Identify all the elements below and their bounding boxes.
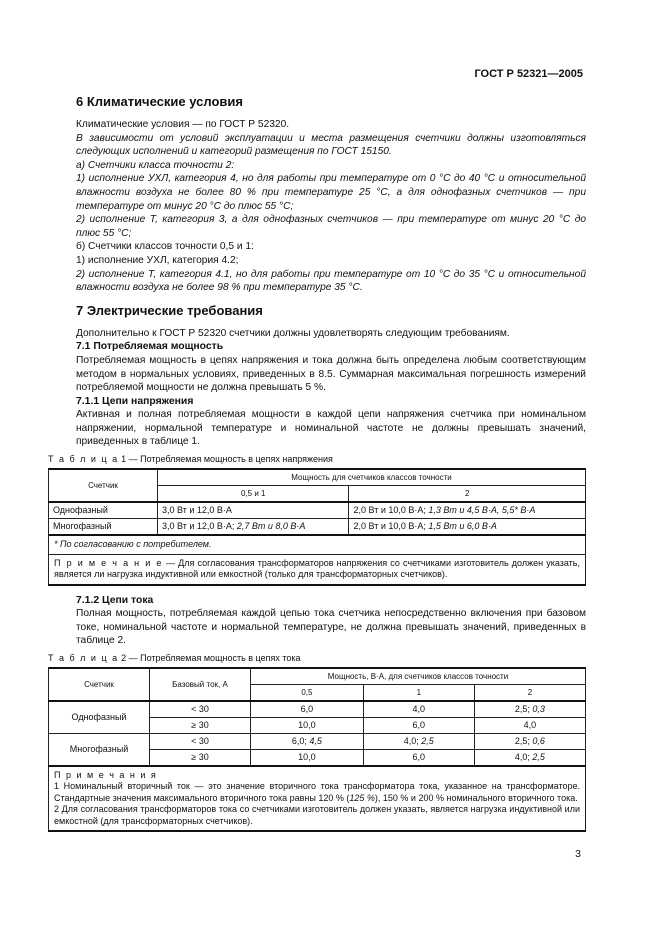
table-1-caption-prefix: Т а б л и ц а xyxy=(48,454,119,465)
table-2-notes-label: П р и м е ч а н и я xyxy=(54,769,158,780)
table-2-row-2-class-1 xyxy=(251,717,364,733)
table-2-header-class-3: 2 xyxy=(474,684,585,701)
table-2-row-4-class-2 xyxy=(363,749,474,766)
cell-value-alt: 0,6 xyxy=(532,735,545,746)
s7-1-1-paragraph: Активная и полная потребляемая мощности в каждой цепи напряжения счетчика при номинальном напряжении, нормальной температуре и номинальной частоте не должны превышать значений, приведенных в таблице 1. xyxy=(76,409,586,448)
cell-value: 6,0 xyxy=(300,703,314,714)
table-1-row-1-class-2-main: 2,0 Вт и 10,0 В·А; xyxy=(353,505,429,516)
table-1-header-meter: Счетчик xyxy=(49,469,158,502)
table-2-row-3-class-3 xyxy=(474,733,585,749)
table-1-caption xyxy=(48,453,586,465)
cell-value: 2,5; xyxy=(514,703,533,714)
cell-value: 4,0 xyxy=(412,703,426,714)
table-1-header-power: Мощность для счетчиков классов точности xyxy=(158,469,586,486)
s6-item-a: а) Счетчики класса точности 2: xyxy=(76,159,235,171)
s7-paragraph-1: Дополнительно к ГОСТ Р 52320 счетчики должны удовлетворять следующим требованиям. xyxy=(76,327,510,339)
table-1-row-1-meter: Однофазный xyxy=(49,502,158,519)
table-2-row-3-base: < 30 xyxy=(150,733,251,749)
table-row xyxy=(49,519,586,536)
cell-value-alt: 4,5 xyxy=(309,735,322,746)
cell-value: 6,0; xyxy=(291,735,310,746)
table-2-row-1-base: < 30 xyxy=(150,701,251,718)
table-2-header-power: Мощность, В·А, для счетчиков классов точности xyxy=(251,668,586,685)
page-content xyxy=(48,92,586,832)
cell-value-alt: 2,5 xyxy=(532,751,545,762)
section-7-1-2-title: 7.1.2 Цепи тока xyxy=(76,594,154,606)
table-2-notes xyxy=(49,766,586,832)
table-2-caption-prefix: Т а б л и ц а xyxy=(48,652,119,663)
cell-value-alt: 2,5 xyxy=(421,735,434,746)
table-1-row-2-meter: Многофазный xyxy=(49,519,158,536)
cell-value: 4,0; xyxy=(403,735,422,746)
table-2-row-2-class-3 xyxy=(474,717,585,733)
table-1-footnote: * По согласованию с потребителем. xyxy=(49,535,586,554)
table-2-row-2-base: ≥ 30 xyxy=(150,717,251,733)
table-1-note xyxy=(49,554,586,585)
s6-item-a2: 2) исполнение Т, категория 3, а для однофазных счетчиков — при температуре от минус 20 °С до плюс 55 °С; xyxy=(76,214,586,239)
section-7-1-1-title: 7.1.1 Цепи напряжения xyxy=(76,395,194,407)
table-2-row-1-class-2 xyxy=(363,701,474,718)
table-2-row-4-class-1 xyxy=(251,749,364,766)
cell-value: 2,5; xyxy=(514,735,533,746)
section-7-1-title: 7.1 Потребляемая мощность xyxy=(76,341,224,353)
table-1-row-2-class-2-main: 2,0 Вт и 10,0 В·А; xyxy=(353,521,429,532)
note-text: ), 150 % и 200 % номинального вторичного тока. xyxy=(374,792,578,803)
table-1-row-1-class-2-alt: 1,3 Вт и 4,5 В·А, 5,5* В·А xyxy=(428,505,536,516)
s7-1-paragraph: Потребляемая мощность в цепях напряжения и тока должна быть определена любым соответствующим методом в нормальных условиях, приведенных в 8.5. Суммарная максимальная погрешность измерений потребляемой мощности не должна превышать 5 %. xyxy=(76,354,586,394)
cell-value: 10,0 xyxy=(298,719,316,730)
cell-value: 4,0 xyxy=(523,719,537,730)
table-1-row-1-class-1: 3,0 Вт и 12,0 В·А xyxy=(158,502,349,519)
s6-item-a1: 1) исполнение УХЛ, категория 4, но для работы при температуре от 0 °С до 40 °С и относительной влажности воздуха не более 80 % при температуре 25 °С, а для однофазных счетчиков — при температуре от минус 20 °С до плюс 55 °С; xyxy=(76,173,586,212)
cell-value-alt: 0,3 xyxy=(532,703,545,714)
table-2-header-base-current: Базовый ток, А xyxy=(150,668,251,701)
table-1-header-class-1: 0,5 и 1 xyxy=(158,486,349,503)
page-number: 3 xyxy=(575,848,581,860)
table-2-header-class-1: 0,5 xyxy=(251,684,364,701)
section-7-title: 7 Электрические требования xyxy=(76,302,263,318)
cell-value: 6,0 xyxy=(412,751,426,762)
table-2-caption xyxy=(48,652,586,664)
table-1-row-2-class-1-alt: 2,7 Вт и 8,0 В·А xyxy=(236,521,306,532)
cell-value: 10,0 xyxy=(298,751,316,762)
table-1-row-2-class-1 xyxy=(158,519,349,536)
table-2-group-1-meter: Однофазный xyxy=(49,701,150,734)
table-1-row-2-class-2 xyxy=(349,519,586,536)
section-6-title: 6 Климатические условия xyxy=(76,94,243,109)
table-1-note-label: П р и м е ч а н и е xyxy=(54,557,163,568)
s6-item-b2: 2) исполнение Т, категория 4.1, но для работы при температуре от 10 °С до 35 °С и относительной влажности воздуха не более 98 % при температуре 35 °С. xyxy=(76,268,586,294)
s6-paragraph-2: В зависимости от условий эксплуатации и места размещения счетчики должны изготовляться следующих исполнений и категорий размещения по ГОСТ 15150. xyxy=(76,132,586,158)
table-1-caption-text: 1 — Потребляемая мощность в цепях напряжения xyxy=(118,454,333,465)
table-2-row-4-class-3 xyxy=(474,749,585,766)
s6-item-b1: 1) исполнение УХЛ, категория 4.2; xyxy=(76,254,239,266)
s6-paragraph-1: Климатические условия — по ГОСТ Р 52320. xyxy=(76,119,290,130)
table-row xyxy=(49,733,586,749)
table-2-group-2-meter: Многофазный xyxy=(49,733,150,766)
table-1-row-1-class-2 xyxy=(349,502,586,519)
cell-value: 6,0 xyxy=(412,719,426,730)
table-row xyxy=(49,701,586,718)
table-2-row-2-class-2 xyxy=(363,717,474,733)
document-code-header: ГОСТ Р 52321—2005 xyxy=(474,68,583,80)
table-1-row-2-class-2-alt: 1,5 Вт и 6,0 В·А xyxy=(428,521,497,532)
table-1-note-text: — Для согласования трансформаторов напряжения со счетчиками изготовитель должен указать, является ли нагрузка индуктивной или емкостной (только для трансформаторных счетчиков). xyxy=(54,557,580,580)
note-text-alt: 125 % xyxy=(349,792,375,803)
table-1-header-class-2: 2 xyxy=(349,486,586,503)
table-2-header-meter: Счетчик xyxy=(49,668,150,701)
table-1-row-2-class-1-main: 3,0 Вт и 12,0 В·А; xyxy=(162,521,237,532)
table-2-caption-text: 2 — Потребляемая мощность в цепях тока xyxy=(118,652,301,663)
table-2-row-3-class-1 xyxy=(251,733,364,749)
note-text: 1 Номинальный вторичный ток — это значение вторичного тока трансформатора тока, указанное на трансформаторе. Стандартные значения максимального вторичного тока равны 120 % ( xyxy=(54,781,580,803)
table-row xyxy=(49,502,586,519)
table-2-row-3-class-2 xyxy=(363,733,474,749)
s6-item-b: б) Счетчики классов точности 0,5 и 1: xyxy=(76,241,254,253)
table-2-row-1-class-1 xyxy=(251,701,364,718)
s7-1-2-paragraph: Полная мощность, потребляемая каждой цепью тока счетчика непосредственно включения при базовом токе, номинальной частоте и нормальной температуре, не должна превышать значений, приведенных в таблице 2. xyxy=(76,608,586,647)
table-2-note-2: 2 Для согласования трансформаторов тока со счетчиками изготовитель должен указать, является нагрузка индуктивной или емкостной (для трансформаторных счетчиков). xyxy=(54,804,580,826)
cell-value: 4,0; xyxy=(514,751,533,762)
table-2-row-1-class-3 xyxy=(474,701,585,718)
table-2 xyxy=(48,667,586,833)
table-2-header-class-2: 1 xyxy=(363,684,474,701)
table-2-row-4-base: ≥ 30 xyxy=(150,749,251,766)
table-2-note-1 xyxy=(54,781,580,804)
table-1 xyxy=(48,468,586,586)
